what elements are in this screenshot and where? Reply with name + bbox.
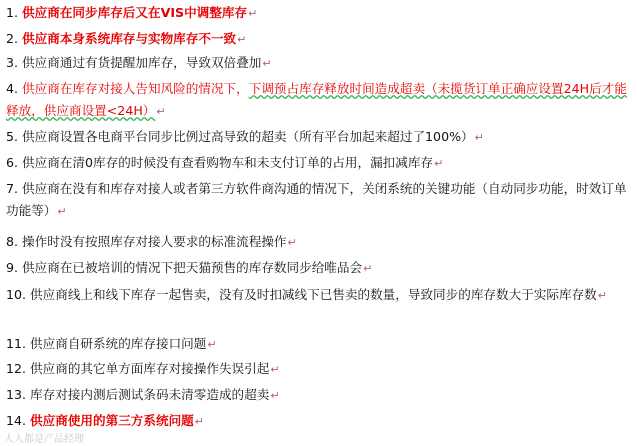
item-text: 供应商的其它单方面库存对接操作失误引起	[30, 361, 270, 376]
paragraph-mark-icon: ↵	[248, 7, 258, 20]
list-item-8	[6, 231, 634, 254]
paragraph-mark-icon: ↵	[207, 338, 217, 351]
paragraph-mark-icon: ↵	[57, 205, 67, 218]
list-item-2	[6, 28, 634, 51]
item-text: 操作时没有按照库存对接人要求的标准流程操作	[22, 234, 287, 249]
item-number: 6.	[6, 155, 19, 170]
list-item-11	[6, 333, 634, 356]
list-item-12	[6, 358, 634, 381]
list-item-6	[6, 152, 634, 175]
item-text-part-a: 供应商在库存对接人告知风险的情况下，	[22, 81, 249, 96]
list-item-10	[6, 284, 634, 328]
item-text-part-b: 下调预占库存释放时间造成超卖（未揽货订单正确应设置24H后才能释放，供应商设置<24H）	[6, 81, 627, 118]
item-number: 14.	[6, 413, 27, 428]
item-number: 7.	[6, 181, 19, 196]
paragraph-mark-icon: ↵	[474, 131, 484, 144]
item-number: 8.	[6, 234, 19, 249]
item-number: 1.	[6, 5, 19, 20]
item-number: 9.	[6, 260, 19, 275]
item-text: 供应商使用的第三方系统问题	[30, 413, 194, 428]
item-text: 供应商在已被培训的情况下把天猫预售的库存数同步给唯品会	[22, 260, 363, 275]
paragraph-mark-icon: ↵	[270, 389, 280, 402]
paragraph-mark-icon: ↵	[237, 33, 247, 46]
paragraph-mark-icon: ↵	[270, 363, 280, 376]
paragraph-mark-icon: ↵	[194, 415, 204, 428]
list-item-4	[6, 78, 634, 122]
list-item-3	[6, 52, 634, 75]
item-text: 供应商本身系统库存与实物库存不一致	[22, 31, 237, 46]
item-number: 10.	[6, 287, 27, 302]
list-item-13	[6, 384, 634, 407]
item-text: 供应商在清0库存的时候没有查看购物车和未支付订单的占用，漏扣减库存	[22, 155, 434, 170]
item-number: 3.	[6, 55, 19, 70]
item-text: 供应商自研系统的库存接口问题	[30, 336, 207, 351]
item-text: 供应商通过有货提醒加库存，导致双倍叠加	[22, 55, 262, 70]
item-number: 4.	[6, 81, 19, 96]
list-item-7	[6, 178, 634, 222]
item-text: 供应商设置各电商平台同步比例过高导致的超卖（所有平台加起来超过了100%）	[22, 129, 474, 144]
item-text: 库存对接内测后测试条码未清零造成的超卖	[30, 387, 270, 402]
item-number: 5.	[6, 129, 19, 144]
item-number: 2.	[6, 31, 19, 46]
paragraph-mark-icon: ↵	[262, 57, 272, 70]
paragraph-mark-icon: ↵	[287, 236, 297, 249]
item-number: 12.	[6, 361, 27, 376]
paragraph-mark-icon: ↵	[363, 262, 373, 275]
item-number: 13.	[6, 387, 27, 402]
item-text: 供应商在同步库存后又在VIS中调整库存	[22, 5, 248, 20]
item-text: 供应商线上和线下库存一起售卖，没有及时扣减线下已售卖的数量，导致同步的库存数大于实际库存数	[30, 287, 597, 302]
list-item-14	[6, 410, 634, 433]
list-item-5	[6, 126, 634, 149]
item-number: 11.	[6, 336, 27, 351]
paragraph-mark-icon: ↵	[597, 289, 607, 302]
list-item-9	[6, 257, 634, 280]
list-item-1	[6, 2, 634, 25]
paragraph-mark-icon: ↵	[156, 105, 166, 118]
item-text: 供应商在没有和库存对接人或者第三方软件商沟通的情况下，关闭系统的关键功能（自动同步功能，时效订单功能等）	[6, 181, 627, 218]
watermark: 人人都是产品经理	[4, 434, 84, 445]
paragraph-mark-icon: ↵	[434, 157, 444, 170]
